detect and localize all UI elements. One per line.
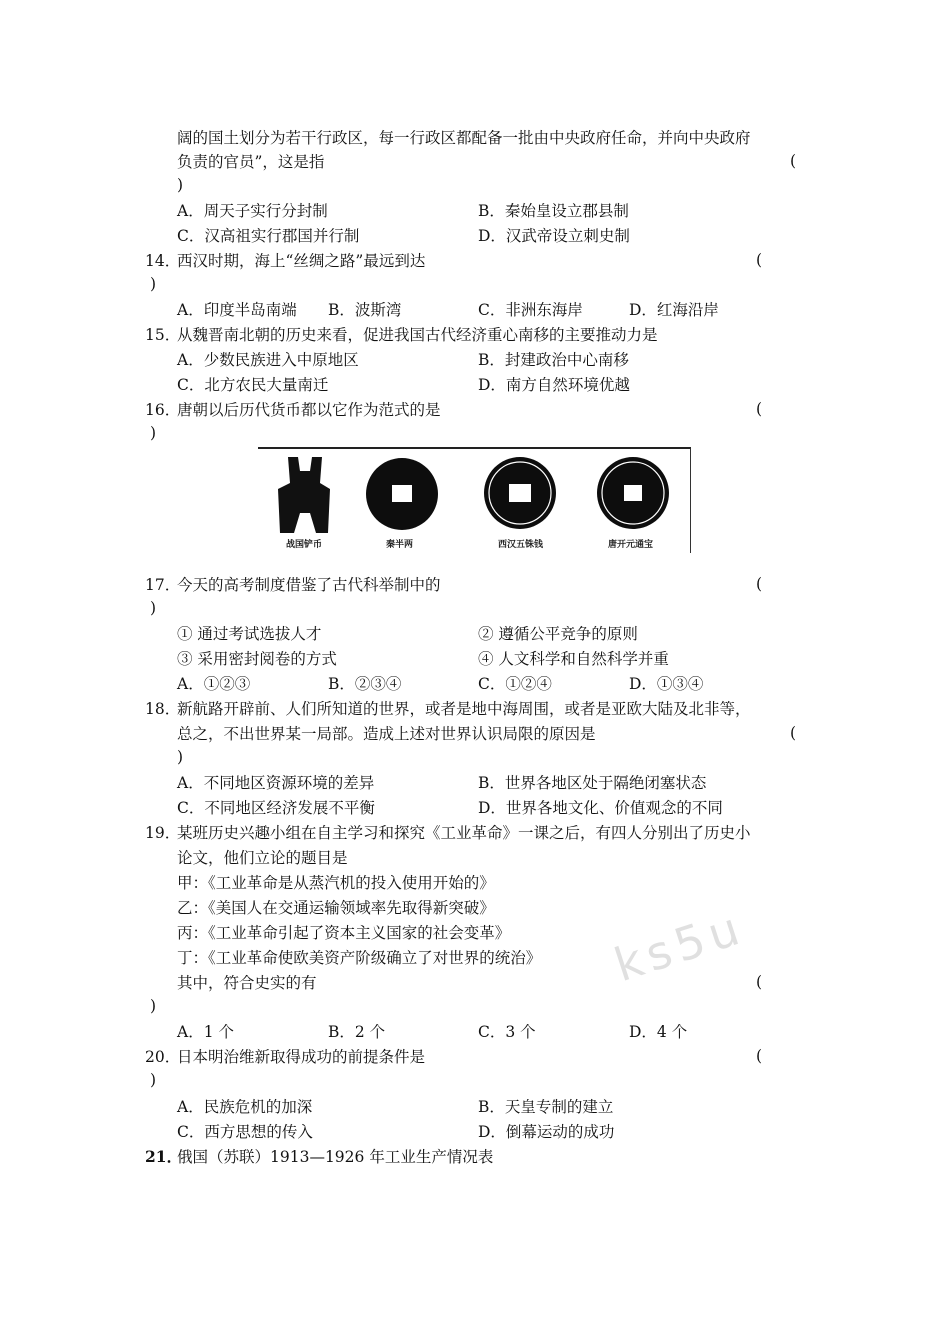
caption-spade-coin: 战国铲币 xyxy=(286,540,323,550)
q17-option-c: C．①②④ xyxy=(478,675,552,693)
q17-item-3: ③ 采用密封阅卷的方式 xyxy=(177,650,337,668)
q14-option-c: C．非洲东海岸 xyxy=(478,301,583,319)
q19-item-yi: 乙：《美国人在交通运输领域率先取得新突破》 xyxy=(177,899,495,917)
answer-paren-open: ( xyxy=(756,575,763,593)
q19-option-b: B．2 个 xyxy=(328,1023,386,1041)
q21-number: 21． xyxy=(145,1147,183,1166)
q14-stem: 西汉时期，海上“丝绸之路”最远到达 xyxy=(177,252,426,270)
answer-paren-close: ) xyxy=(177,748,184,766)
q14-option-b: B．波斯湾 xyxy=(328,301,402,319)
q18-number: 18． xyxy=(145,700,181,718)
answer-paren-close: ) xyxy=(150,997,157,1015)
ban-liang-coin-icon xyxy=(366,458,438,530)
answer-paren-close: ) xyxy=(150,599,157,617)
q13-option-a: A．周天子实行分封制 xyxy=(177,202,328,220)
answer-paren-open: ( xyxy=(756,251,763,269)
q19-stem-2: 论文，他们立论的题目是 xyxy=(177,849,348,867)
q14-option-a: A．印度半岛南端 xyxy=(177,301,297,319)
q19-number: 19． xyxy=(145,824,181,842)
q19-option-c: C．3 个 xyxy=(478,1023,536,1041)
answer-paren-close: ) xyxy=(150,424,157,442)
q14-number: 14． xyxy=(145,252,181,270)
answer-paren-close: ) xyxy=(150,275,157,293)
q15-option-d: D．南方自然环境优越 xyxy=(478,376,630,394)
q19-option-d: D．4 个 xyxy=(629,1023,688,1041)
q17-stem: 今天的高考制度借鉴了古代科举制中的 xyxy=(177,576,441,594)
q18-stem-2: 总之，不出世界某一局部。造成上述对世界认识局限的原因是 xyxy=(177,725,596,743)
q20-number: 20． xyxy=(145,1048,181,1066)
q13-line-2: 负责的官员”，这是指 xyxy=(177,153,325,171)
answer-paren-close: ) xyxy=(150,1071,157,1089)
answer-paren-open: ( xyxy=(790,724,797,742)
spade-coin-icon xyxy=(278,457,330,533)
q14-option-d: D．红海沿岸 xyxy=(629,301,719,319)
q15-option-b: B．封建政治中心南移 xyxy=(478,351,629,369)
q19-stem-3: 其中，符合史实的有 xyxy=(177,974,317,992)
q13-option-b: B．秦始皇设立郡县制 xyxy=(478,202,629,220)
watermark: ks5u xyxy=(607,899,752,993)
q19-item-ding: 丁：《工业革命使欧美资产阶级确立了对世界的统治》 xyxy=(177,949,542,967)
q18-stem-1: 新航路开辟前、人们所知道的世界，或者是地中海周围，或者是亚欧大陆及北非等， xyxy=(177,700,751,718)
q17-option-a: A．①②③ xyxy=(177,675,251,693)
q18-option-b: B．世界各地区处于隔绝闭塞状态 xyxy=(478,774,707,792)
q20-option-a: A．民族危机的加深 xyxy=(177,1098,313,1116)
wu-zhu-coin-icon xyxy=(484,457,556,529)
q15-option-c: C．北方农民大量南迁 xyxy=(177,376,329,394)
q15-option-a: A．少数民族进入中原地区 xyxy=(177,351,359,369)
q18-option-c: C．不同地区经济发展不平衡 xyxy=(177,799,375,817)
q17-item-4: ④ 人文科学和自然科学并重 xyxy=(478,650,669,668)
q17-item-2: ② 遵循公平竞争的原则 xyxy=(478,625,638,643)
q17-option-d: D．①③④ xyxy=(629,675,704,693)
caption-wu-zhu: 西汉五铢钱 xyxy=(498,540,544,550)
q19-option-a: A．1 个 xyxy=(177,1023,234,1041)
q17-option-b: B．②③④ xyxy=(328,675,402,693)
answer-paren-close: ) xyxy=(177,176,184,194)
caption-kai-yuan: 唐开元通宝 xyxy=(608,540,654,550)
q21-stem: 俄国（苏联）1913—1926 年工业生产情况表 xyxy=(177,1148,494,1166)
q20-option-c: C．西方思想的传入 xyxy=(177,1123,313,1141)
q13-line-1: 阔的国土划分为若干行政区，每一行政区都配备一批由中央政府任命，并向中央政府 xyxy=(177,129,751,147)
q20-option-b: B．天皇专制的建立 xyxy=(478,1098,614,1116)
q18-option-d: D．世界各地文化、价值观念的不同 xyxy=(478,799,723,817)
q19-item-bing: 丙：《工业革命引起了资本主义国家的社会变革》 xyxy=(177,924,511,942)
q17-item-1: ① 通过考试选拔人才 xyxy=(177,625,322,643)
kai-yuan-coin-icon xyxy=(597,457,669,529)
answer-paren-open: ( xyxy=(756,973,763,991)
q20-option-d: D．倒幕运动的成功 xyxy=(478,1123,615,1141)
q15-stem: 从魏晋南北朝的历史来看，促进我国古代经济重心南移的主要推动力是 xyxy=(177,326,658,344)
answer-paren-open: ( xyxy=(756,1047,763,1065)
q15-number: 15． xyxy=(145,326,181,344)
q13-option-c: C．汉高祖实行郡国并行制 xyxy=(177,227,360,245)
q16-number: 16． xyxy=(145,401,181,419)
answer-paren-open: ( xyxy=(756,400,763,418)
q17-number: 17． xyxy=(145,576,181,594)
q13-option-d: D．汉武帝设立刺史制 xyxy=(478,227,630,245)
q19-stem-1: 某班历史兴趣小组在自主学习和探究《工业革命》一课之后，有四人分别出了历史小 xyxy=(177,824,751,842)
q20-stem: 日本明治维新取得成功的前提条件是 xyxy=(177,1048,426,1066)
q16-stem: 唐朝以后历代货币都以它作为范式的是 xyxy=(177,401,441,419)
caption-ban-liang: 秦半两 xyxy=(386,540,414,550)
answer-paren-open: ( xyxy=(790,152,797,170)
q18-option-a: A．不同地区资源环境的差异 xyxy=(177,774,375,792)
q19-item-jia: 甲：《工业革命是从蒸汽机的投入使用开始的》 xyxy=(177,874,495,892)
